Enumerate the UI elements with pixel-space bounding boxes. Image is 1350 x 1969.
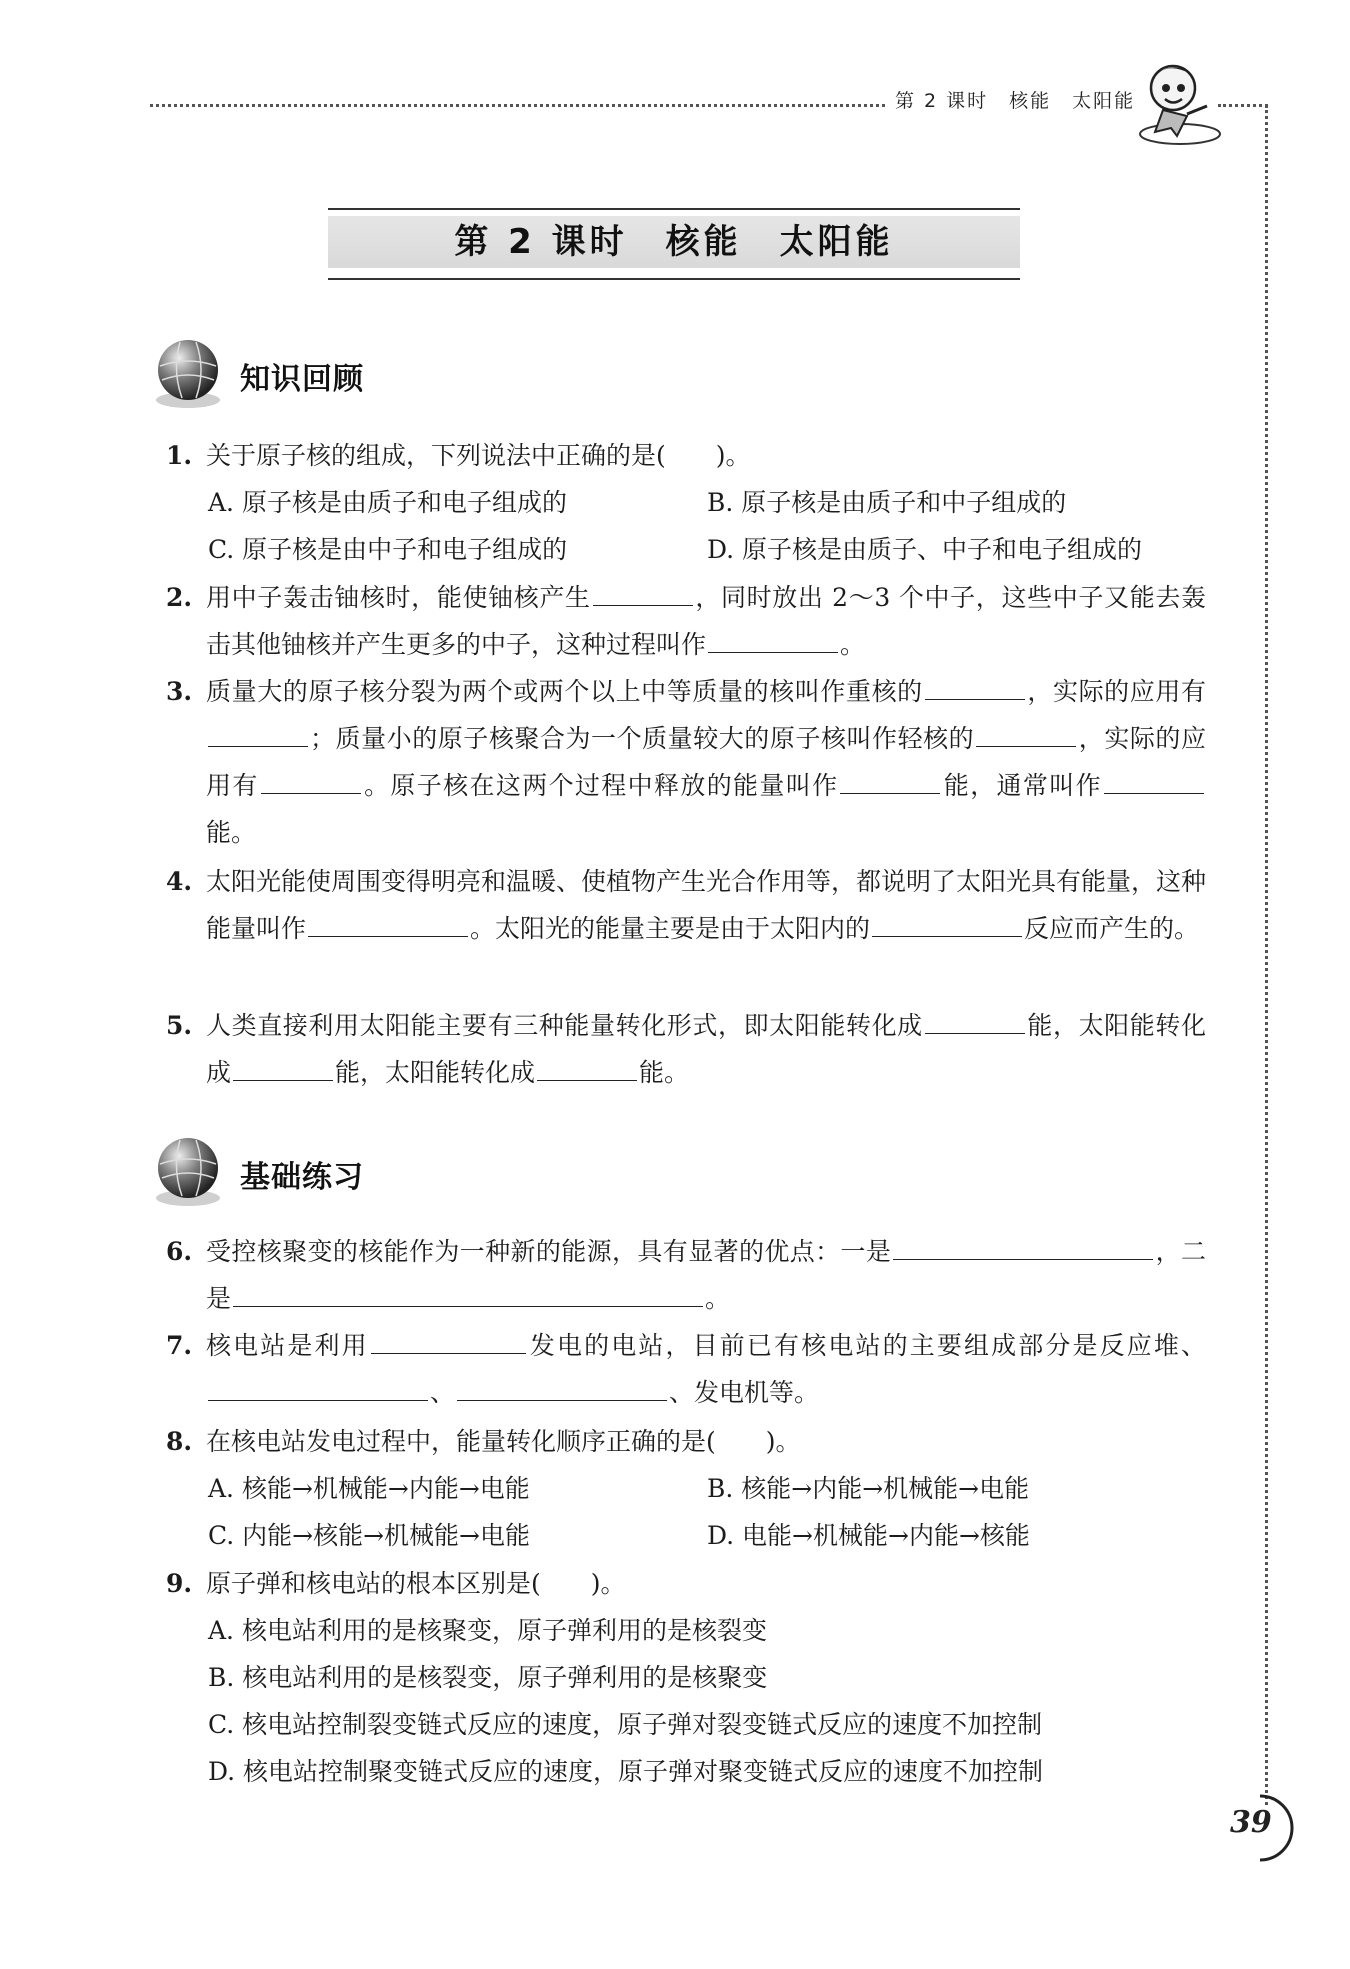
option-d: D. 电能→机械能→内能→核能 — [707, 1521, 1030, 1550]
question-text: 人类直接利用太阳能主要有三种能量转化形式，即太阳能转化成 — [206, 1011, 923, 1040]
answer-blank[interactable] — [233, 1276, 703, 1307]
question-9 — [166, 1560, 1206, 1795]
answer-blank[interactable] — [925, 1003, 1025, 1034]
answer-blank[interactable] — [925, 669, 1025, 700]
question-number: 3. — [166, 677, 193, 706]
question-text: 用中子轰击铀核时，能使铀核产生 — [206, 583, 591, 612]
question-1 — [166, 432, 1206, 573]
question-number: 1. — [166, 441, 193, 470]
section-review — [150, 336, 550, 416]
option-b: B. 核电站利用的是核裂变，原子弹利用的是核聚变 — [208, 1663, 768, 1692]
cartoon-mascot-icon — [1125, 56, 1225, 146]
question-text: 关于原子核的组成，下列说法中正确的是( )。 — [206, 441, 751, 470]
question-6 — [166, 1228, 1206, 1322]
question-text: ，实际的应用有 — [1026, 677, 1206, 706]
page-number: 39 — [1230, 1805, 1272, 1840]
question-3 — [166, 668, 1206, 856]
question-text: 。太阳光的能量主要是由于太阳内的 — [470, 914, 871, 943]
answer-blank[interactable] — [261, 763, 361, 794]
question-text: 能，通常叫作 — [942, 771, 1102, 800]
question-text: 、发电机等。 — [669, 1378, 820, 1407]
option-a: A. 核电站利用的是核聚变，原子弹利用的是核裂变 — [208, 1616, 767, 1645]
answer-blank[interactable] — [308, 906, 468, 937]
section-title-practice: 基础练习 — [240, 1160, 364, 1195]
option-d: D. 原子核是由质子、中子和电子组成的 — [707, 535, 1143, 564]
question-number: 7. — [166, 1331, 193, 1360]
question-text: ；质量小的原子核聚合为一个质量较大的原子核叫作轻核的 — [310, 724, 975, 753]
running-header-text: 第 2 课时 核能 太阳能 — [895, 90, 1136, 112]
question-text: 受控核聚变的核能作为一种新的能源，具有显著的优点：一是 — [206, 1237, 892, 1266]
question-8 — [166, 1418, 1206, 1559]
option-a: A. 原子核是由质子和电子组成的 — [208, 488, 567, 517]
question-text: 质量大的原子核分裂为两个或两个以上中等质量的核叫作重核的 — [206, 677, 923, 706]
question-number: 9. — [166, 1569, 193, 1598]
option-d: D. 核电站控制聚变链式反应的速度，原子弹对聚变链式反应的速度不加控制 — [208, 1757, 1044, 1786]
question-number: 4. — [166, 867, 193, 896]
question-text: ，同时放出 2～3 个中子，这些中子又能去轰击其他铀核并产生更多的中子，这种过程叫作 — [206, 583, 1206, 659]
question-text: ，二是 — [206, 1237, 1206, 1313]
question-7 — [166, 1322, 1206, 1416]
question-text: 太阳光能使周围变得明亮和温暖、使植物产生光合作用等，都说明了太阳光具有能量，这种能量叫作 — [206, 867, 1207, 943]
answer-blank[interactable] — [457, 1370, 667, 1401]
header-dotted-rule — [150, 104, 885, 107]
answer-blank[interactable] — [371, 1323, 526, 1354]
section-practice — [150, 1134, 550, 1214]
option-b: B. 核能→内能→机械能→电能 — [707, 1474, 1030, 1503]
running-header — [150, 78, 1265, 148]
answer-blank[interactable] — [233, 1050, 333, 1081]
lesson-title-box — [328, 208, 1020, 280]
lesson-title: 第 2 课时 核能 太阳能 — [328, 216, 1020, 268]
question-text: 能，太阳能转化成 — [206, 1011, 1206, 1087]
question-2 — [166, 574, 1206, 668]
question-number: 6. — [166, 1237, 193, 1266]
answer-blank[interactable] — [840, 763, 940, 794]
question-number: 8. — [166, 1427, 193, 1456]
question-text: 。 — [705, 1284, 731, 1313]
globe-ball-icon — [150, 1134, 226, 1210]
answer-blank[interactable] — [976, 716, 1076, 747]
question-text: 在核电站发电过程中，能量转化顺序正确的是( )。 — [206, 1427, 801, 1456]
option-a: A. 核能→机械能→内能→电能 — [208, 1474, 530, 1503]
answer-blank[interactable] — [872, 906, 1022, 937]
answer-blank[interactable] — [208, 1370, 428, 1401]
question-text: ，实际的应用有 — [206, 724, 1206, 800]
answer-blank[interactable] — [593, 575, 693, 606]
question-text: 能。 — [639, 1058, 690, 1087]
question-text: 。原子核在这两个过程中释放的能量叫作 — [362, 771, 839, 800]
answer-blank[interactable] — [893, 1229, 1153, 1260]
section-title-review: 知识回顾 — [240, 362, 364, 397]
answer-blank[interactable] — [1104, 763, 1204, 794]
question-number: 2. — [166, 583, 193, 612]
option-b: B. 原子核是由质子和中子组成的 — [707, 488, 1067, 517]
question-text: 能。 — [206, 818, 257, 847]
question-text: 发电的电站，目前已有核电站的主要组成部分是反应堆、 — [527, 1331, 1206, 1360]
question-text: 核电站是利用 — [206, 1331, 369, 1360]
option-c: C. 核电站控制裂变链式反应的速度，原子弹对裂变链式反应的速度不加控制 — [208, 1710, 1043, 1739]
question-5 — [166, 1002, 1206, 1096]
question-text: 。 — [840, 630, 866, 659]
answer-blank[interactable] — [537, 1050, 637, 1081]
answer-blank[interactable] — [708, 622, 838, 653]
header-dotted-rule-right — [1218, 104, 1268, 107]
question-text: 原子弹和核电站的根本区别是( )。 — [206, 1569, 626, 1598]
option-c: C. 原子核是由中子和电子组成的 — [208, 535, 568, 564]
question-text: 、 — [430, 1378, 456, 1407]
answer-blank[interactable] — [208, 716, 308, 747]
option-c: C. 内能→核能→机械能→电能 — [208, 1521, 530, 1550]
question-text: 反应而产生的。 — [1024, 914, 1200, 943]
question-text: 能，太阳能转化成 — [335, 1058, 536, 1087]
right-dotted-rule — [1265, 105, 1268, 1805]
question-number: 5. — [166, 1011, 193, 1040]
globe-ball-icon — [150, 336, 226, 412]
question-4 — [166, 858, 1206, 952]
